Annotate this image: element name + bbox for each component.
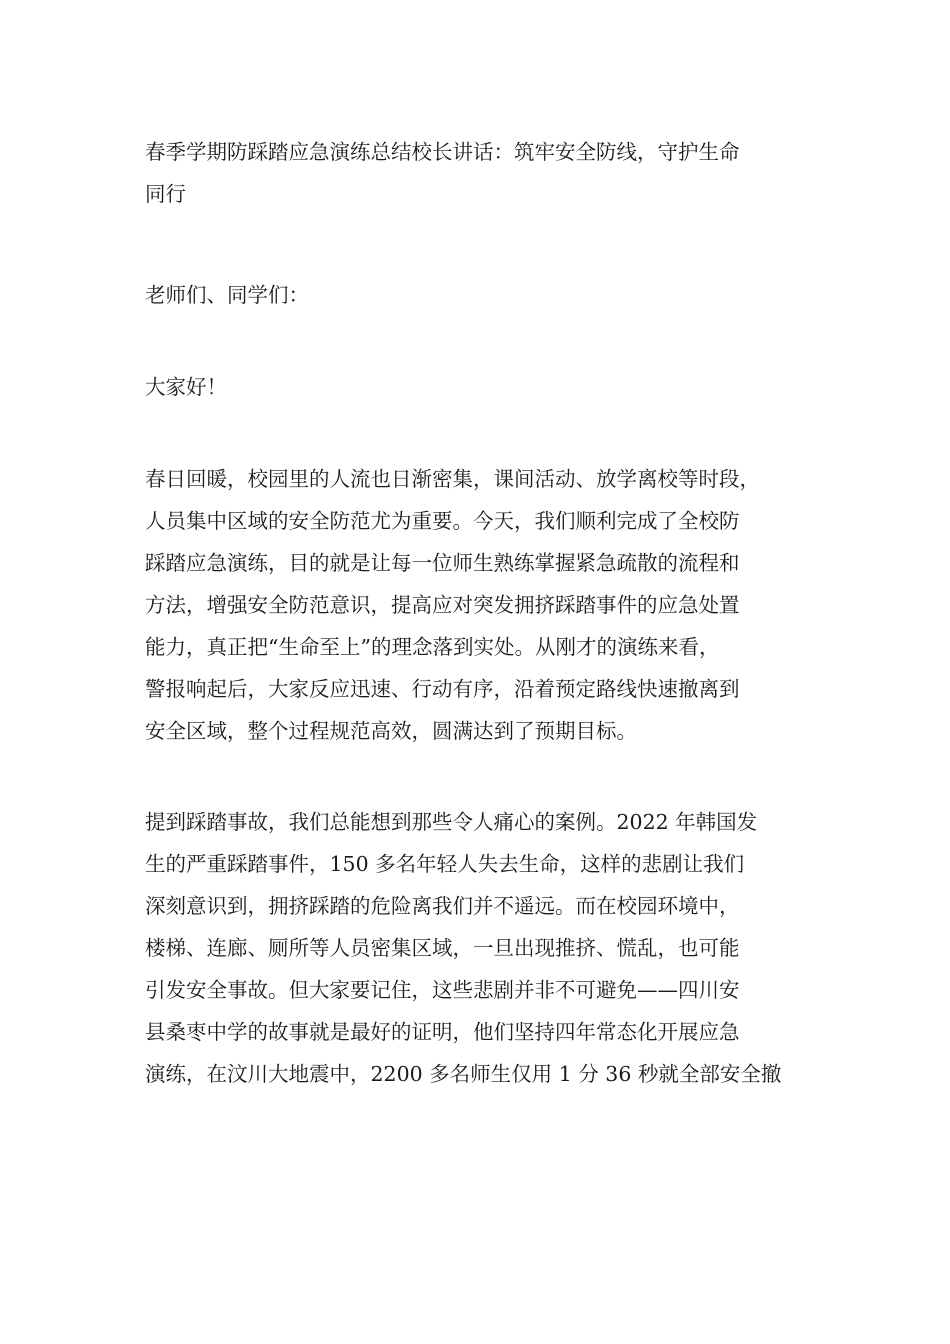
document-body [145,131,815,1095]
greeting: 大家好！ [145,375,227,399]
salutation: 老师们、同学们： [145,283,309,307]
document-title: 春季学期防踩踏应急演练总结校长讲话：筑牢安全防线，守护生命 同行 [145,140,740,206]
paragraph-stampede-cases: 提到踩踏事故，我们总能想到那些令人痛心的案例。2022 年韩国发 生的严重踩踏事件，150 多名年轻人失去生命，这样的悲剧让我们 深刻意识到，拥挤踩踏的危险离我们并不遥远。而在校园环境中， 楼梯、连廊、厕所等人员密集区域，一旦出现推挤、慌乱，也可能 引发安全事故。但大家要记住，这些悲剧并非不可避免——四川安 县桑枣中学的故事就是最好的证明，他们坚持四年常态化开展应急 演练，在汶川大地震中，2200 多名师生仅用 1 分 36 秒就全部安全撤 [145,810,782,1086]
paragraph-drill-summary: 春日回暖，校园里的人流也日渐密集，课间活动、放学离校等时段， 人员集中区域的安全防范尤为重要。今天，我们顺利完成了全校防 踩踏应急演练，目的就是让每一位师生熟练掌握紧急疏散的流程和 方法，增强安全防范意识，提高应对突发拥挤踩踏事件的应急处置 能力，真正把“生命至上”的理念落到实处。从刚才的演练来看， 警报响起后，大家反应迅速、行动有序，沿着预定路线快速撤离到 安全区域，整个过程规范高效，圆满达到了预期目标。 [145,467,760,743]
